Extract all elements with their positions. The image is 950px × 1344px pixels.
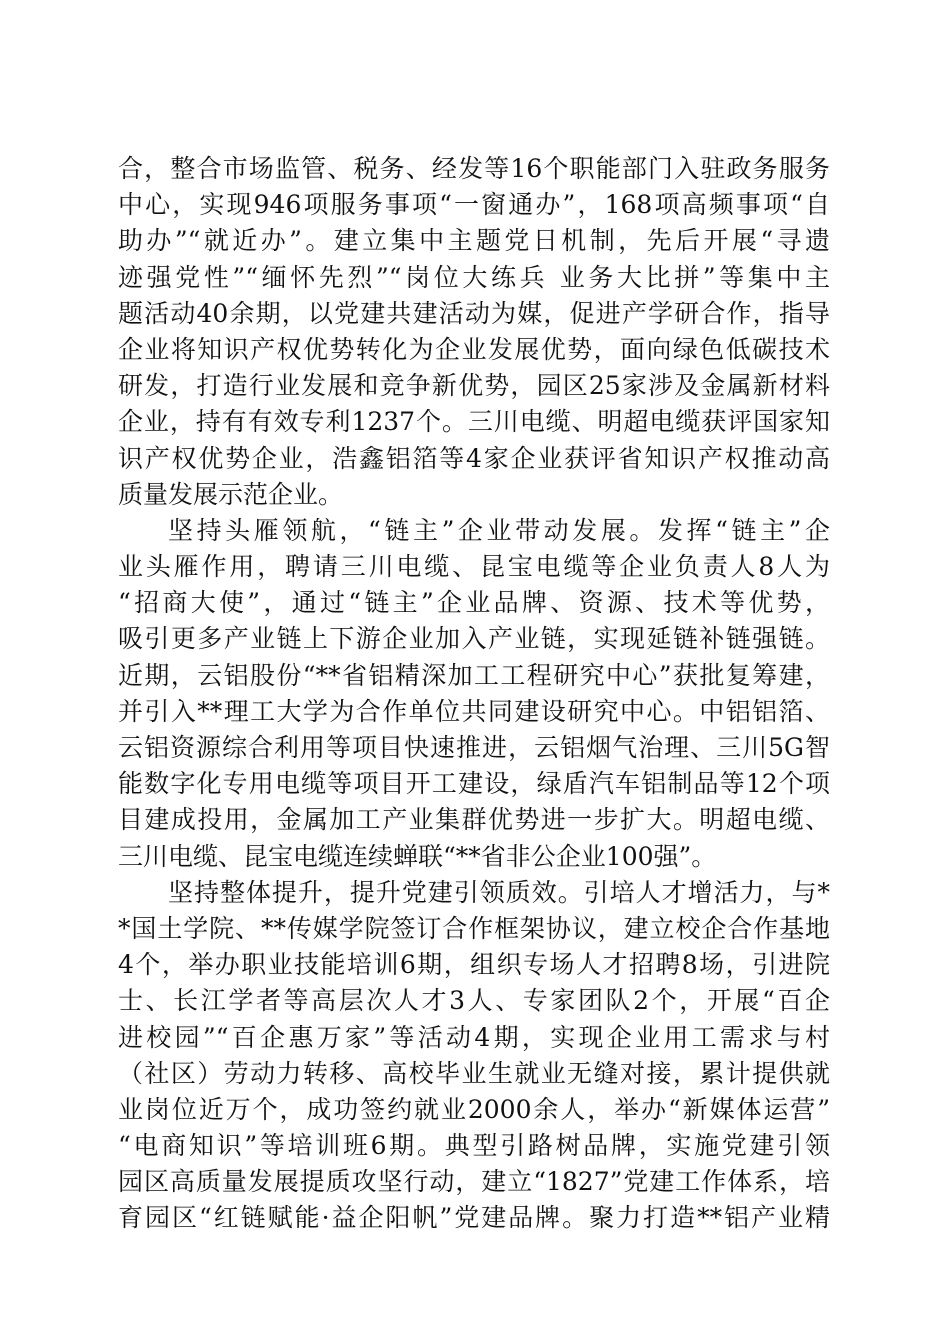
- text-line: 进校园”“百企惠万家”等活动4期，实现企业用工需求与村: [118, 1022, 830, 1052]
- text-line: 4个，举办职业技能培训6期，组织专场人才招聘8场，引进院: [118, 950, 830, 980]
- text-line: 坚持整体提升，提升党建引领质效。引培人才增活力，与*: [168, 877, 830, 907]
- text-line: 云铝资源综合利用等项目快速推进，云铝烟气治理、三川5G智: [118, 733, 830, 762]
- text-line: 能数字化专用电缆等项目开工建设，绿盾汽车铝制品等12个项: [118, 769, 830, 799]
- text-line: 研发，打造行业发展和竞争新优势，园区25家涉及金属新材料: [118, 371, 830, 401]
- text-line: 助办”“就近办”。建立集中主题党日机制，先后开展“寻遗: [118, 226, 830, 256]
- paragraph-1: [118, 151, 830, 513]
- text-line: 园区高质量发展提质攻坚行动，建立“1827”党建工作体系，培: [118, 1167, 830, 1197]
- text-line: 企业将知识产权优势转化为企业发展优势，面向绿色低碳技术: [118, 334, 830, 364]
- text-line: 并引入**理工大学为合作单位共同建设研究中心。中铝铝箔、: [118, 696, 830, 726]
- text-line: 士、长江学者等高层次人才3人、专家团队2个，开展“百企: [118, 986, 830, 1016]
- text-line: （社区）劳动力转移、高校毕业生就业无缝对接，累计提供就: [118, 1058, 830, 1088]
- body-text: [118, 151, 830, 1237]
- text-line: “电商知识”等培训班6期。典型引路树品牌，实施党建引领: [118, 1131, 830, 1161]
- text-line: 吸引更多产业链上下游企业加入产业链，实现延链补链强链。: [118, 624, 830, 654]
- text-line: 坚持头雁领航，“链主”企业带动发展。发挥“链主”企: [168, 515, 830, 545]
- text-line: 目建成投用，金属加工产业集群优势进一步扩大。明超电缆、: [118, 805, 830, 835]
- text-line: 业岗位近万个，成功签约就业2000余人，举办“新媒体运营”: [118, 1094, 830, 1124]
- text-line: “招商大使”，通过“链主”企业品牌、资源、技术等优势，: [118, 588, 830, 618]
- text-line: 识产权优势企业，浩鑫铝箔等4家企业获评省知识产权推动高: [118, 443, 830, 473]
- paragraph-2: [118, 513, 830, 875]
- text-line: 中心，实现946项服务事项“一窗通办”，168项高频事项“自: [118, 190, 830, 220]
- text-line: 业头雁作用，聘请三川电缆、昆宝电缆等企业负责人8人为: [118, 552, 830, 582]
- text-line: *国土学院、**传媒学院签订合作框架协议，建立校企合作基地: [118, 913, 830, 943]
- paragraph-3: [118, 875, 830, 1237]
- text-line: 质量发展示范企业。: [118, 479, 344, 509]
- text-line: 近期，云铝股份“**省铝精深加工工程研究中心”获批复筹建，: [118, 660, 830, 690]
- text-line: 育园区“红链赋能·益企阳帆”党建品牌。聚力打造**铝产业精: [118, 1203, 830, 1233]
- text-line: 合，整合市场监管、税务、经发等16个职能部门入驻政务服务: [118, 154, 830, 183]
- text-line: 三川电缆、昆宝电缆连续蝉联“**省非公企业100强”。: [118, 841, 717, 871]
- text-line: 企业，持有有效专利1237个。三川电缆、明超电缆获评国家知: [118, 407, 830, 437]
- text-line: 题活动40余期，以党建共建活动为媒，促进产学研合作，指导: [118, 298, 830, 328]
- text-line: 迹强党性”“缅怀先烈”“岗位大练兵 业务大比拼”等集中主: [118, 262, 830, 292]
